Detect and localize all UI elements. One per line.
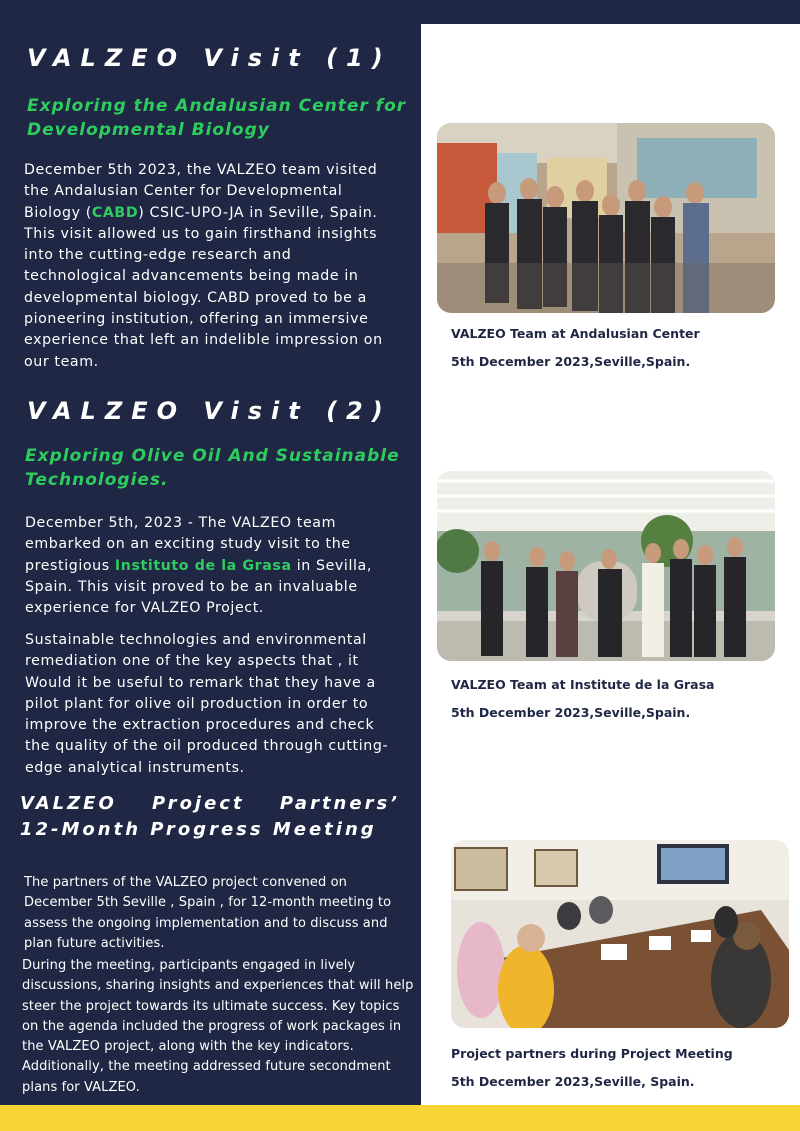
meeting-paragraph-2: During the meeting, participants engaged in lively discussions, sharing insights and experiences that will help steer the project towards its ultimate success. Key topics on the agenda included the progress of work packages in the VALZEO project, along with the key indicators. Additionally, the meeting addressed future secondment plans for VALZEO. [22, 958, 414, 1095]
photo2-caption-title: VALZEO Team at Institute de la Grasa [451, 677, 715, 692]
instituto-highlight: Instituto de la Grasa [114, 557, 292, 574]
visit2-paragraph-2: Sustainable technologies and environmental remediation one of the key aspects that , it Would it be useful to remark that they have a pilot plant for olive oil production in order to improve the extraction procedures and check the quality of the oil produced through cutting-edge analytical instruments. [25, 632, 389, 776]
photo1-caption-title: VALZEO Team at Andalusian Center [451, 326, 700, 341]
meeting-title: VALZEO Project Partners’ 12-Month Progress Meeting [20, 793, 400, 840]
meeting-paragraph-1: The partners of the VALZEO project convened on December 5th Seville , Spain , for 12-month meeting to assess the ongoing implementation and to discuss and plan future activities. [24, 875, 392, 951]
team-photo-andalusian-center [437, 123, 775, 313]
photo3-caption-date: 5th December 2023,Seville, Spain. [451, 1074, 695, 1089]
visit1-title: VALZEO Visit (1) [27, 44, 392, 72]
visit2-paragraph-1: December 5th, 2023 - The VALZEO team embarked on an exciting study visit to the prestigious Instituto de la Grasa in Sevilla, Spain. This visit proved to be an invaluable experience for VALZEO Project. [25, 515, 372, 617]
visit1-paragraph: December 5th 2023, the VALZEO team visited the Andalusian Center for Developmental Biology (CABD) CSIC-UPO-JA in Seville, Spain. This visit allowed us to gain firsthand insights into the cutting-edge research and technological advancements being made in developmental biology. CABD proved to be a pioneering institution, offering an immersive experience that left an indelible impression on our team. [24, 162, 383, 370]
photo3-caption-title: Project partners during Project Meeting [451, 1046, 733, 1061]
meeting-photo [451, 840, 789, 1028]
top-bar [0, 0, 800, 24]
photo1-caption-date: 5th December 2023,Seville,Spain. [451, 354, 691, 369]
footer-bar [0, 1105, 800, 1131]
visit2-subtitle: Exploring Olive Oil And Sustainable Technologies. [25, 446, 400, 490]
visit1-subtitle: Exploring the Andalusian Center for Developmental Biology [27, 96, 407, 140]
photo2-caption-date: 5th December 2023,Seville,Spain. [451, 705, 691, 720]
team-photo-instituto-grasa [437, 471, 775, 661]
cabd-highlight: CABD [91, 204, 139, 221]
visit2-title: VALZEO Visit (2) [27, 397, 392, 425]
